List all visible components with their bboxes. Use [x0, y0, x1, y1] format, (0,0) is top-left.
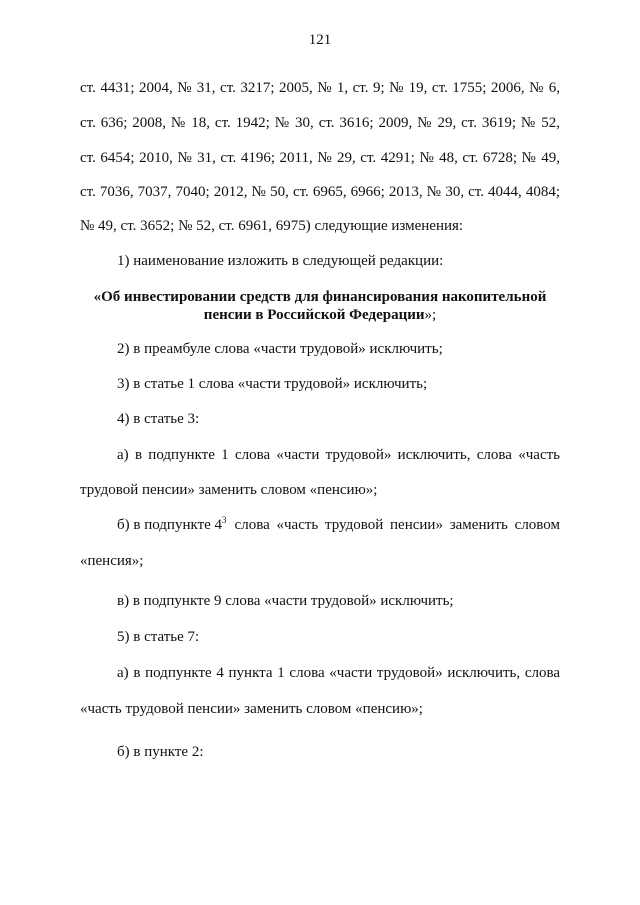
item-5a-line-2: «часть трудовой пенсии» заменить словом «пенсию»; [80, 701, 423, 717]
item-4b-suffix: слова «часть трудовой пенсии» заменить словом [234, 517, 560, 533]
item-4b-superscript: 3 [222, 515, 227, 525]
item-4v: в) в подпункте 9 слова «части трудовой» исключить; [117, 593, 454, 609]
item-4b-prefix: б) в подпункте 4 [117, 517, 223, 533]
new-title-line-2-text: пенсии в Российской Федерации [203, 307, 425, 323]
item-5a-line-1: а) в подпункте 4 пункта 1 слова «части трудовой» исключить, слова [117, 665, 560, 681]
item-5b: б) в пункте 2: [117, 744, 204, 760]
item-1: 1) наименование изложить в следующей редакции: [117, 253, 444, 269]
item-4: 4) в статье 3: [117, 411, 200, 427]
item-4b-prefix-group [117, 516, 227, 534]
new-title-line-1: «Об инвестировании средств для финансирования накопительной [93, 289, 547, 305]
citation-line-3: ст. 6454; 2010, № 31, ст. 4196; 2011, № 29, ст. 4291; № 48, ст. 6728; № 49, [80, 150, 560, 166]
citation-line-2: ст. 636; 2008, № 18, ст. 1942; № 30, ст. 3616; 2009, № 29, ст. 3619; № 52, [80, 115, 560, 131]
page-number: 121 [308, 32, 332, 48]
item-2: 2) в преамбуле слова «части трудовой» исключить; [117, 341, 443, 357]
item-4a-line-2: трудовой пенсии» заменить словом «пенсию»; [80, 482, 378, 498]
citation-line-4: ст. 7036, 7037, 7040; 2012, № 50, ст. 6965, 6966; 2013, № 30, ст. 4044, 4084; [80, 184, 560, 200]
new-title-tail: »; [424, 307, 437, 323]
item-4a-line-1: а) в подпункте 1 слова «части трудовой» исключить, слова «часть [117, 447, 560, 463]
item-4b-line-2: «пенсия»; [80, 553, 144, 569]
item-4b-line-1 [117, 516, 560, 534]
item-5: 5) в статье 7: [117, 629, 200, 645]
new-title-line-2 [0, 306, 640, 324]
item-3: 3) в статье 1 слова «части трудовой» исключить; [117, 376, 428, 392]
citation-line-1: ст. 4431; 2004, № 31, ст. 3217; 2005, № 1, ст. 9; № 19, ст. 1755; 2006, № 6, [80, 80, 560, 96]
citation-line-5: № 49, ст. 3652; № 52, ст. 6961, 6975) следующие изменения: [80, 218, 464, 234]
